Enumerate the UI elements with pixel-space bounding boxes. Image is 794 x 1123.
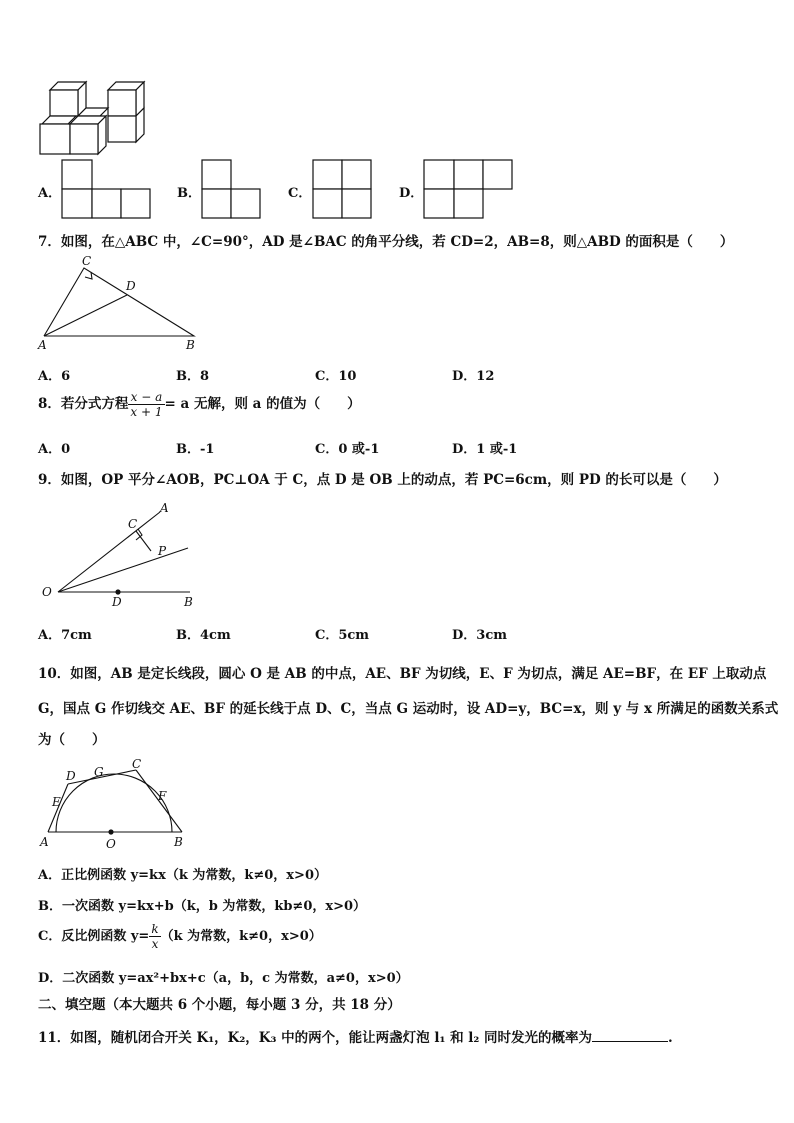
q10-semicircle-figure	[36, 756, 196, 851]
q10-option-c-after: （k 为常数，k≠0，x>0）	[160, 929, 322, 944]
q7-option-d: D．12	[452, 369, 495, 384]
q8-option-d: D．1 或-1	[452, 442, 518, 457]
q7-triangle-figure	[36, 252, 206, 352]
q10-option-c-fraction	[149, 922, 160, 951]
q6-option-a-view	[62, 160, 152, 220]
q10-option-c-before: C．反比例函数 y=	[38, 929, 150, 944]
q8-fraction-numerator: x − a	[128, 390, 164, 405]
q10-question-line1: 10．如图，AB 是定长线段，圆心 O 是 AB 的中点，AE、BF 为切线，E、F 为切点，满足 AE=BF，在 EF 上取动点	[38, 666, 767, 682]
q9-angle-bisector-figure	[36, 498, 206, 613]
q8-option-a: A．0	[38, 442, 71, 457]
q11-text-after: .	[668, 1030, 673, 1046]
q7-label-b: B	[186, 338, 195, 352]
q9-option-d: D．3cm	[452, 628, 507, 643]
q8-question	[38, 390, 361, 419]
q8-option-c: C．0 或-1	[315, 442, 380, 457]
q6-option-b-label: B．	[177, 186, 201, 201]
q7-option-c: C．10	[315, 369, 357, 384]
q10-label-e: E	[52, 795, 61, 809]
q6-option-d-label: D．	[399, 186, 424, 201]
q10-option-b: B．一次函数 y=kx+b（k，b 为常数，kb≠0，x>0）	[38, 899, 367, 914]
q11-text-before: 11．如图，随机闭合开关 K₁，K₂，K₃ 中的两个，能让两盏灯泡 l₁ 和 l₂ 同时发光的概率为	[38, 1030, 593, 1046]
q10-option-d: D．二次函数 y=ax²+bx+c（a，b，c 为常数，a≠0，x>0）	[38, 971, 409, 986]
q9-label-a: A	[160, 501, 169, 515]
q11-question	[38, 1026, 673, 1046]
q10-label-a: A	[40, 835, 49, 849]
q10-label-c: C	[132, 757, 142, 771]
q7-label-c: C	[82, 254, 92, 268]
q6-option-c-label: C．	[288, 186, 312, 201]
q9-option-b: B．4cm	[176, 628, 231, 643]
q10-option-c	[38, 922, 322, 951]
q10-option-c-numerator: k	[151, 922, 159, 936]
q10-label-g: G	[94, 765, 104, 779]
q11-answer-blank	[592, 1029, 668, 1042]
q6-option-a-label: A．	[38, 186, 62, 201]
q7-label-a: A	[38, 338, 47, 352]
q6-option-c-view	[313, 160, 373, 220]
q9-label-c: C	[128, 517, 138, 531]
section-heading-fill-in: 二、填空题（本大题共 6 个小题，每小题 3 分，共 18 分）	[38, 997, 401, 1013]
q6-option-d-view	[424, 160, 514, 220]
cube-stack-figure	[36, 80, 156, 160]
q10-question-line2: G，国点 G 作切线交 AE、BF 的延长线于点 D、C，当点 G 运动时，设 AD=y，BC=x，则 y 与 x 所满足的函数关系式	[38, 701, 779, 717]
q9-option-a: A．7cm	[38, 628, 92, 643]
q10-option-a: A．正比例函数 y=kx（k 为常数，k≠0，x>0）	[38, 868, 327, 883]
q10-label-b: B	[174, 835, 183, 849]
q7-option-a: A．6	[38, 369, 71, 384]
q10-label-d: D	[66, 769, 76, 783]
q7-label-d: D	[126, 279, 136, 293]
q10-label-o: O	[106, 837, 116, 851]
q7-question: 7．如图，在△ABC 中，∠C=90°，AD 是∠BAC 的角平分线，若 CD=2，AB=8，则△ABD 的面积是（ ）	[38, 234, 734, 250]
q7-option-b: B．8	[176, 369, 210, 384]
q9-label-b: B	[184, 595, 193, 609]
q9-question: 9．如图，OP 平分∠AOB，PC⊥OA 于 C，点 D 是 OB 上的动点，若 PC=6cm，则 PD 的长可以是（ ）	[38, 472, 727, 488]
q9-label-d: D	[112, 595, 122, 609]
q9-label-o: O	[42, 585, 52, 599]
q10-label-f: F	[158, 789, 167, 803]
q8-fraction	[128, 390, 164, 419]
q8-fraction-denominator: x + 1	[130, 405, 163, 419]
q8-text-after: = a 无解，则 a 的值为（ ）	[164, 396, 361, 412]
q9-option-c: C．5cm	[315, 628, 370, 643]
q8-text-before: 8．若分式方程	[38, 396, 129, 412]
q10-question-line3: 为（ ）	[38, 732, 106, 748]
q9-label-p: P	[158, 544, 167, 558]
q8-option-b: B．-1	[176, 442, 215, 457]
q6-option-b-view	[202, 160, 262, 220]
q10-option-c-denominator: x	[151, 937, 159, 951]
